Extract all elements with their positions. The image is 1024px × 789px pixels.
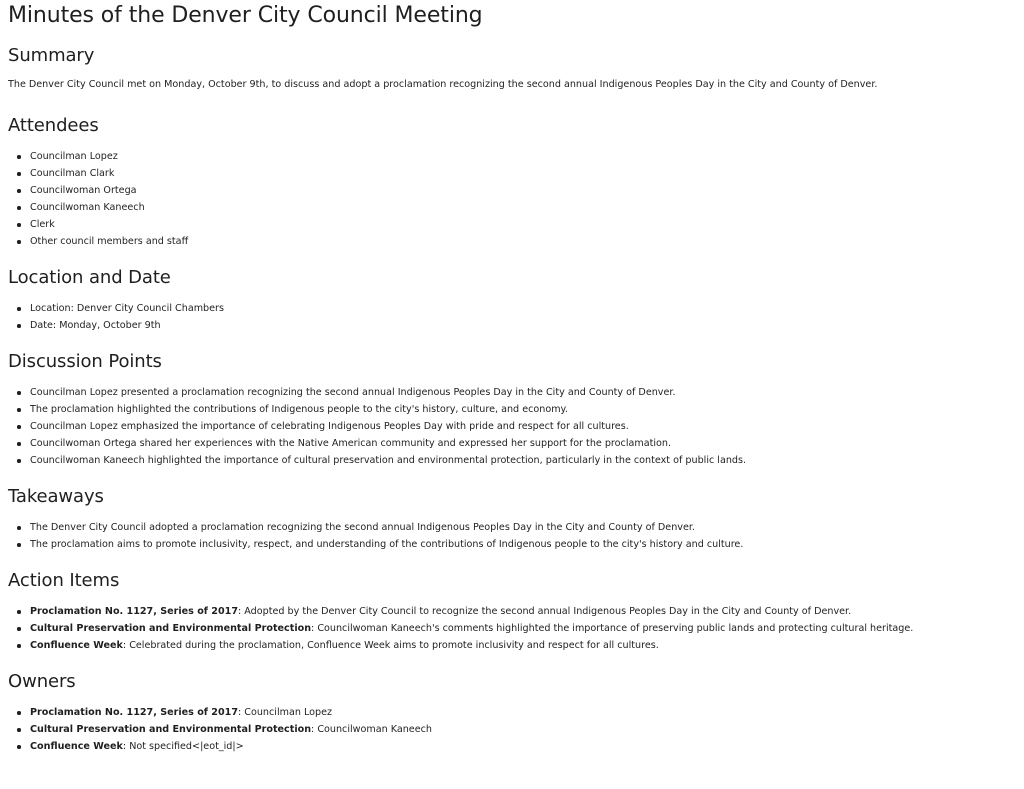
bullet-icon: [17, 543, 21, 547]
bullet-icon: [17, 172, 21, 176]
takeaways-list: [8, 519, 1024, 553]
list-item: Councilwoman Kaneech highlighted the importance of cultural preservation and environmental protection, particularly in the context of public lands.: [8, 452, 1024, 469]
section-heading-discussion: Discussion Points: [8, 351, 162, 372]
bullet-icon: [17, 240, 21, 244]
bullet-icon: [17, 206, 21, 210]
item-label: Cultural Preservation and Environmental Protection: [30, 623, 312, 634]
bullet-icon: [17, 627, 21, 631]
list-item: Proclamation No. 1127, Series of 2017: Councilman Lopez: [8, 704, 1024, 721]
list-item: Cultural Preservation and Environmental Protection: Councilwoman Kaneech's comments highlighted the importance of preserving public lands and protecting cultural heritage.: [8, 620, 1024, 637]
bullet-icon: [17, 745, 21, 749]
section-heading-summary: Summary: [8, 45, 95, 66]
section-heading-location-date: Location and Date: [8, 267, 171, 288]
section-heading-owners: Owners: [8, 671, 76, 692]
bullet-icon: [17, 425, 21, 429]
bullet-icon: [17, 728, 21, 732]
section-heading-takeaways: Takeaways: [8, 486, 104, 507]
discussion-list: [8, 384, 1024, 469]
bullet-icon: [17, 324, 21, 328]
bullet-icon: [17, 711, 21, 715]
list-item: Cultural Preservation and Environmental Protection: Councilwoman Kaneech: [8, 721, 1024, 738]
page-title: Minutes of the Denver City Council Meeting: [8, 3, 483, 28]
list-item: The Denver City Council adopted a proclamation recognizing the second annual Indigenous Peoples Day in the City and County of Denver.: [8, 519, 1024, 536]
list-item: The proclamation aims to promote inclusivity, respect, and understanding of the contributions of Indigenous people to the city's history and culture.: [8, 536, 1024, 553]
list-item: Councilwoman Ortega: [8, 182, 1024, 199]
list-item: Date: Monday, October 9th: [8, 317, 1024, 334]
bullet-icon: [17, 459, 21, 463]
bullet-icon: [17, 644, 21, 648]
bullet-icon: [17, 223, 21, 227]
bullet-icon: [17, 610, 21, 614]
item-label: Confluence Week: [30, 741, 123, 752]
action-items-section: [8, 569, 1024, 654]
item-label: Proclamation No. 1127, Series of 2017: [30, 606, 238, 617]
item-label: Cultural Preservation and Environmental Protection: [30, 724, 312, 735]
list-item: Councilman Clark: [8, 165, 1024, 182]
list-item: Other council members and staff: [8, 233, 1024, 250]
list-item: Councilman Lopez: [8, 148, 1024, 165]
takeaways-section: [8, 485, 1024, 553]
list-item: Confluence Week: Not specified<|eot_id|>: [8, 738, 1024, 755]
list-item: Councilman Lopez presented a proclamation recognizing the second annual Indigenous Peoples Day in the City and County of Denver.: [8, 384, 1024, 401]
list-item: Clerk: [8, 216, 1024, 233]
section-heading-attendees: Attendees: [8, 115, 99, 136]
bullet-icon: [17, 307, 21, 311]
bullet-icon: [17, 155, 21, 159]
summary-section: [8, 44, 1024, 92]
list-item: Location: Denver City Council Chambers: [8, 300, 1024, 317]
location-date-list: [8, 300, 1024, 334]
bullet-icon: [17, 391, 21, 395]
section-heading-action-items: Action Items: [8, 570, 120, 591]
list-item: Councilwoman Kaneech: [8, 199, 1024, 216]
bullet-icon: [17, 408, 21, 412]
summary-text: The Denver City Council met on Monday, October 9th, to discuss and adopt a proclamation recognizing the second annual Indigenous Peoples Day in the City and County of Denver.: [8, 79, 878, 90]
bullet-icon: [17, 526, 21, 530]
attendees-list: [8, 148, 1024, 250]
bullet-icon: [17, 189, 21, 193]
discussion-section: [8, 350, 1024, 469]
owners-section: [8, 670, 1024, 755]
list-item: Confluence Week: Celebrated during the proclamation, Confluence Week aims to promote inclusivity and respect for all cultures.: [8, 637, 1024, 654]
item-label: Proclamation No. 1127, Series of 2017: [30, 707, 238, 718]
list-item: Proclamation No. 1127, Series of 2017: Adopted by the Denver City Council to recognize the second annual Indigenous Peoples Day in the City and County of Denver.: [8, 603, 1024, 620]
list-item: The proclamation highlighted the contributions of Indigenous people to the city's history, culture, and economy.: [8, 401, 1024, 418]
item-label: Confluence Week: [30, 640, 123, 651]
bullet-icon: [17, 442, 21, 446]
owners-list: [8, 704, 1024, 755]
location-date-section: [8, 266, 1024, 334]
list-item: Councilwoman Ortega shared her experiences with the Native American community and expressed her support for the proclamation.: [8, 435, 1024, 452]
action-items-list: [8, 603, 1024, 654]
attendees-section: [8, 114, 1024, 250]
list-item: Councilman Lopez emphasized the importance of celebrating Indigenous Peoples Day with pride and respect for all cultures.: [8, 418, 1024, 435]
